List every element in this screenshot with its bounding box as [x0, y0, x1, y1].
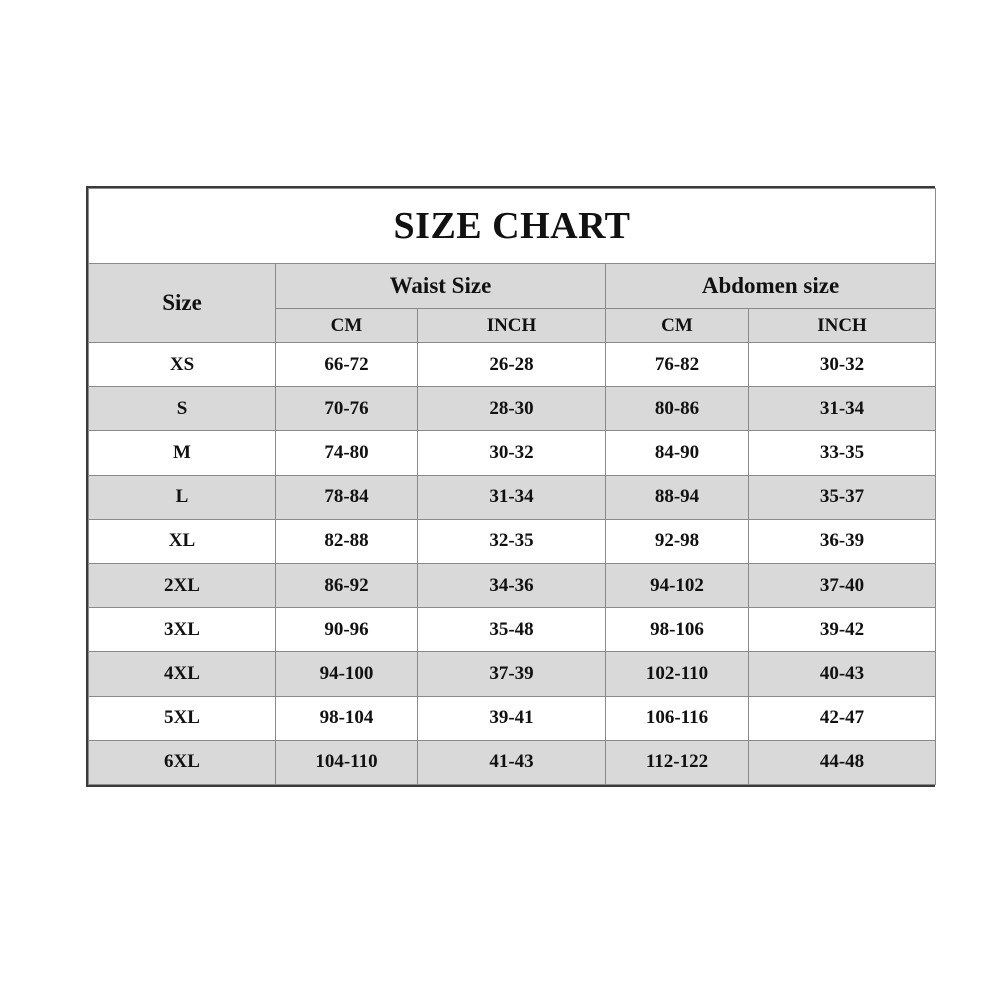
- waist-cm-cell: 82-88: [276, 519, 418, 563]
- waist-cm-cell: 78-84: [276, 475, 418, 519]
- waist-inch-cell: 41-43: [418, 740, 606, 784]
- waist-size-header: Waist Size: [276, 264, 606, 309]
- waist-inch-cell: 26-28: [418, 343, 606, 387]
- size-cell: 6XL: [89, 740, 276, 784]
- table-row: [89, 475, 936, 519]
- abdomen-cm-cell: 94-102: [606, 563, 749, 607]
- waist-cm-header: CM: [276, 309, 418, 343]
- waist-inch-header: INCH: [418, 309, 606, 343]
- size-cell: L: [89, 475, 276, 519]
- abdomen-cm-cell: 76-82: [606, 343, 749, 387]
- table-header: [89, 189, 936, 343]
- group-header-row: [89, 264, 936, 309]
- abdomen-cm-cell: 106-116: [606, 696, 749, 740]
- size-cell: 5XL: [89, 696, 276, 740]
- waist-inch-cell: 31-34: [418, 475, 606, 519]
- abdomen-size-header: Abdomen size: [606, 264, 936, 309]
- size-cell: S: [89, 387, 276, 431]
- abdomen-cm-cell: 80-86: [606, 387, 749, 431]
- waist-inch-cell: 37-39: [418, 652, 606, 696]
- waist-cm-cell: 104-110: [276, 740, 418, 784]
- table-row: [89, 652, 936, 696]
- abdomen-inch-cell: 42-47: [749, 696, 936, 740]
- table-body: [89, 343, 936, 785]
- abdomen-cm-cell: 102-110: [606, 652, 749, 696]
- table-row: [89, 740, 936, 784]
- waist-inch-cell: 32-35: [418, 519, 606, 563]
- abdomen-inch-cell: 39-42: [749, 608, 936, 652]
- abdomen-inch-cell: 37-40: [749, 563, 936, 607]
- waist-cm-cell: 86-92: [276, 563, 418, 607]
- table-row: [89, 563, 936, 607]
- abdomen-inch-cell: 35-37: [749, 475, 936, 519]
- abdomen-inch-cell: 40-43: [749, 652, 936, 696]
- waist-inch-cell: 30-32: [418, 431, 606, 475]
- abdomen-cm-cell: 84-90: [606, 431, 749, 475]
- abdomen-inch-cell: 36-39: [749, 519, 936, 563]
- waist-inch-cell: 39-41: [418, 696, 606, 740]
- abdomen-inch-cell: 33-35: [749, 431, 936, 475]
- size-cell: 3XL: [89, 608, 276, 652]
- waist-cm-cell: 74-80: [276, 431, 418, 475]
- abdomen-inch-header: INCH: [749, 309, 936, 343]
- table-row: [89, 343, 936, 387]
- waist-inch-cell: 34-36: [418, 563, 606, 607]
- chart-title: SIZE CHART: [89, 189, 936, 264]
- table-row: [89, 387, 936, 431]
- abdomen-inch-cell: 30-32: [749, 343, 936, 387]
- title-row: [89, 189, 936, 264]
- waist-cm-cell: 98-104: [276, 696, 418, 740]
- abdomen-cm-cell: 112-122: [606, 740, 749, 784]
- table-row: [89, 696, 936, 740]
- table-row: [89, 608, 936, 652]
- waist-cm-cell: 70-76: [276, 387, 418, 431]
- size-column-header: Size: [89, 264, 276, 343]
- size-cell: XL: [89, 519, 276, 563]
- size-cell: 4XL: [89, 652, 276, 696]
- waist-inch-cell: 35-48: [418, 608, 606, 652]
- size-chart: [86, 186, 935, 787]
- waist-inch-cell: 28-30: [418, 387, 606, 431]
- table-row: [89, 431, 936, 475]
- waist-cm-cell: 94-100: [276, 652, 418, 696]
- waist-cm-cell: 66-72: [276, 343, 418, 387]
- table-row: [89, 519, 936, 563]
- size-cell: XS: [89, 343, 276, 387]
- abdomen-inch-cell: 31-34: [749, 387, 936, 431]
- abdomen-cm-cell: 88-94: [606, 475, 749, 519]
- abdomen-cm-header: CM: [606, 309, 749, 343]
- abdomen-cm-cell: 98-106: [606, 608, 749, 652]
- size-cell: 2XL: [89, 563, 276, 607]
- abdomen-cm-cell: 92-98: [606, 519, 749, 563]
- waist-cm-cell: 90-96: [276, 608, 418, 652]
- abdomen-inch-cell: 44-48: [749, 740, 936, 784]
- size-cell: M: [89, 431, 276, 475]
- size-chart-table: [88, 188, 936, 785]
